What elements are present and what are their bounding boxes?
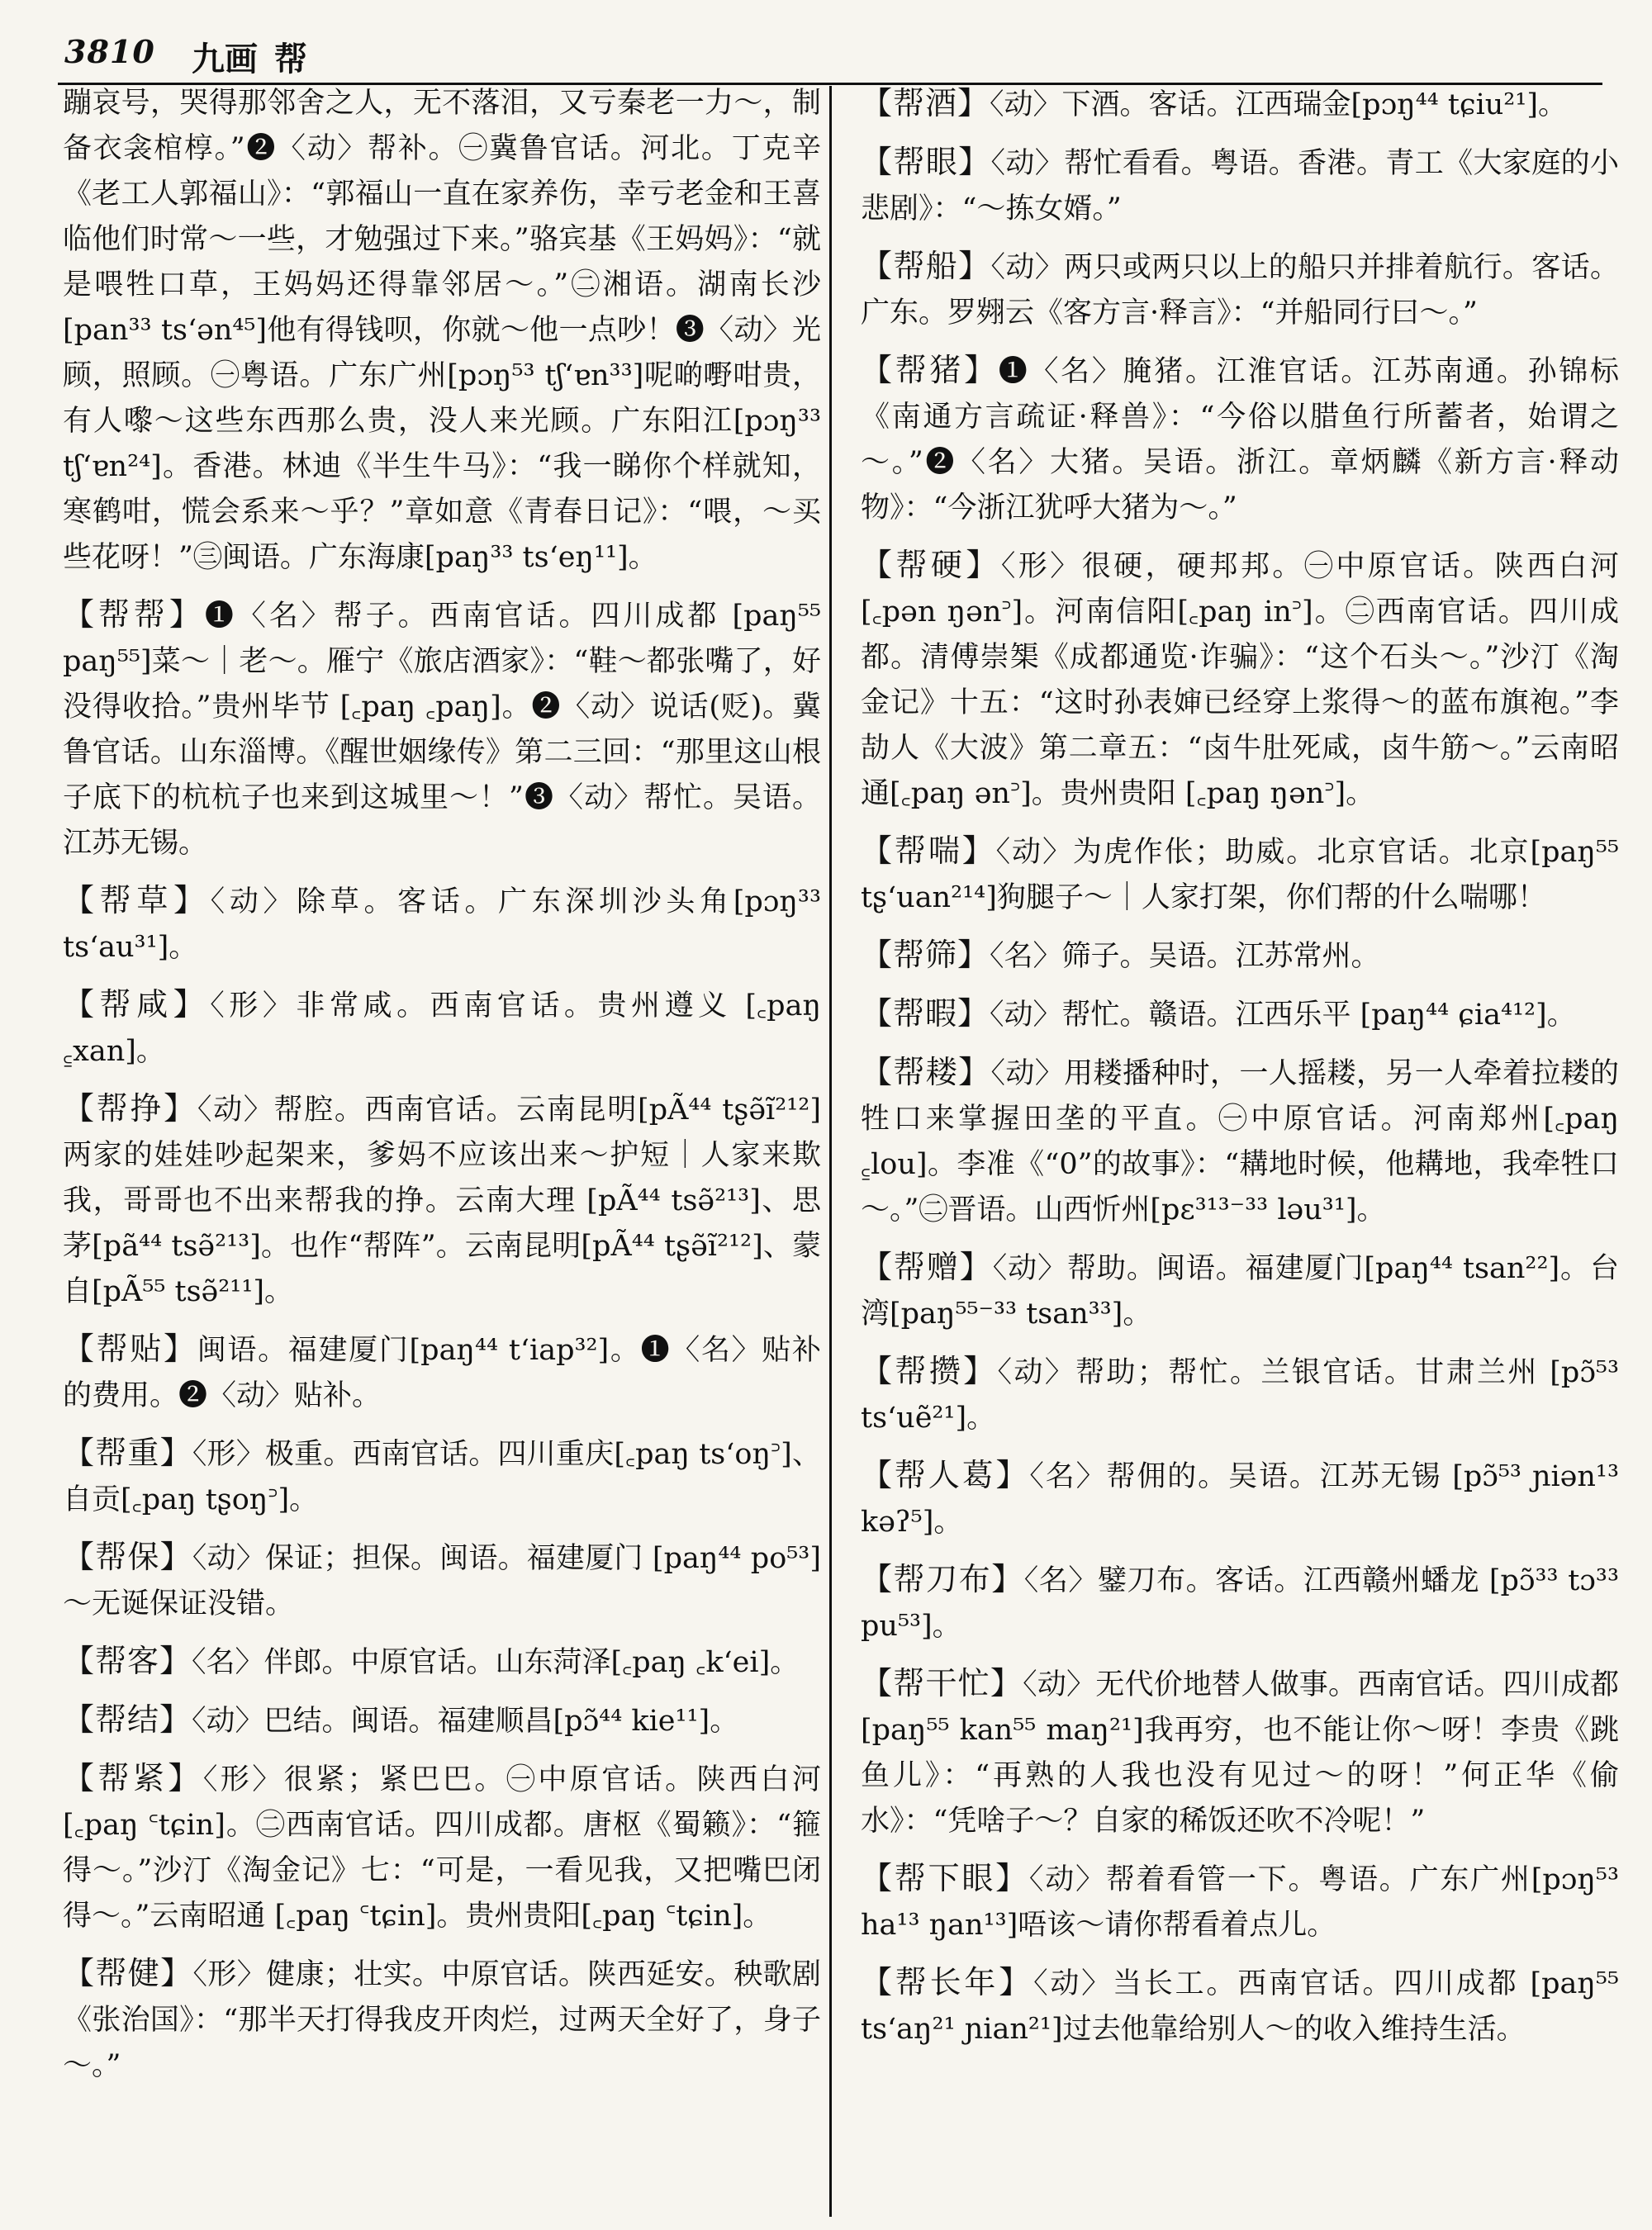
continued-entry-text: 蹦哀号，哭得那邻舍之人，无不落泪，又亏秦老一力～，制备衣衾棺椁。”❷〈动〉帮补。㊀冀鲁官话。河北。丁克辛《老工人郭福山》：“郭福山一直在家养伤，幸亏老金和王喜临他们时常～一些，才勉强过下来。”骆宾基《王妈妈》：“就是喂牲口草，王妈妈还得靠邻居～。”㊁湘语。湖南长沙[pan³³ ts‘ən⁴⁵]他有得钱呗，你就～他一点吵！❸〈动〉光顾，照顾。㊀粤语。广东广州[pɔŋ⁵³ tʃ‘ɐn³³]呢啲嘢咁贵，有人嚟～这些东西那么贵，没人来光顾。广东阳江[pɔŋ³³ tʃ‘ɐn²⁴]。香港。林迪《半生牛马》：“我一睇你个样就知，寒鹤咁，慌会系来～乎？”章如意《青春日记》：“喂，～买些花呀！”㊂闽语。广东海康[paŋ³³ ts‘eŋ¹¹]。: [63, 87, 821, 574]
dictionary-entry: [63, 1697, 821, 1744]
page-number: 3810: [64, 33, 155, 70]
entry-definition: 〈形〉健康；壮实。中原官话。陕西延安。秧歌剧《张治国》：“那半天打得我皮开肉烂，过两天全好了，身子～。”: [63, 1958, 821, 2082]
right-column: [861, 81, 1619, 2212]
entry-definition: 〈动〉帮助；帮忙。兰银官话。甘肃兰州 [pɔ̃⁵³ ts‘uẽ²¹]。: [861, 1356, 1619, 1435]
entry-headword: 【帮筛】: [861, 937, 990, 973]
entry-definition: 〈形〉很紧；紧巴巴。㊀中原官话。陕西白河[꜀paŋ ꜂tɕin]。㊁西南官话。四川成都。唐枢《蜀籁》：“箍得～。”沙汀《淘金记》七：“可是，一看见我，又把嘴巴闭得～。”云南昭通 [꜀paŋ ꜂tɕin]。贵州贵阳[꜀paŋ ꜂tɕin]。: [63, 1763, 821, 1933]
entry-headword: 【帮挣】: [63, 1090, 197, 1127]
dictionary-entry: [861, 1349, 1619, 1441]
dictionary-entry: [63, 1951, 821, 2089]
entry-headword: 【帮刀布】: [861, 1561, 1024, 1597]
dictionary-entry: [63, 592, 821, 866]
entry-definition: 〈动〉两只或两只以上的船只并排着航行。客话。广东。罗翙云《客方言·释言》：“并船同行曰～。”: [861, 251, 1619, 330]
entry-definition: 〈动〉当长工。西南官话。四川成都 [paŋ⁵⁵ ts‘aŋ²¹ ɲian²¹]过去他靠给别人～的收入维持生活。: [861, 1967, 1619, 2046]
left-column: [63, 81, 821, 2212]
page-header: [58, 33, 1602, 85]
entry-definition: 闽语。福建厦门[paŋ⁴⁴ t‘iap³²]。❶〈名〉贴补的费用。❷〈动〉贴补。: [63, 1334, 821, 1412]
right-entry-list: [861, 81, 1619, 2052]
entry-headword: 【帮喘】: [861, 833, 996, 869]
dictionary-entry: [861, 932, 1619, 980]
dictionary-entry: [63, 878, 821, 970]
dictionary-entry: [63, 1431, 821, 1523]
dictionary-entry: [63, 1756, 821, 1939]
dictionary-entry: [861, 1960, 1619, 2052]
entry-headword: 【帮贴】: [63, 1331, 197, 1367]
entry-headword: 【帮结】: [63, 1701, 192, 1738]
dictionary-entry: [63, 1535, 821, 1627]
entry-headword: 【帮暇】: [861, 995, 990, 1032]
dictionary-entry: [861, 828, 1619, 921]
header-character: 帮: [274, 40, 307, 78]
entry-headword: 【帮硬】: [861, 547, 1001, 583]
entry-definition: 〈动〉帮忙。赣语。江西乐平 [paŋ⁴⁴ ɕia⁴¹²]。: [990, 999, 1576, 1032]
entry-headword: 【帮下眼】: [861, 1860, 1029, 1896]
entry-definition: 〈动〉除草。客话。广东深圳沙头角[pɔŋ³³ ts‘au³¹]。: [63, 885, 821, 964]
entry-definition: 〈动〉帮助。闽语。福建厦门[paŋ⁴⁴ tsan²²]。台湾[paŋ⁵⁵⁻³³ tsan³³]。: [861, 1252, 1619, 1331]
entry-definition: 〈形〉非常咸。西南官话。贵州遵义 [꜀paŋ ꜁xan]。: [63, 989, 821, 1068]
dictionary-entry: [861, 1557, 1619, 1649]
entry-headword: 【帮紧】: [63, 1760, 203, 1796]
entry-headword: 【帮重】: [63, 1435, 192, 1471]
entry-headword: 【帮猪】: [861, 352, 999, 388]
dictionary-entry: [861, 991, 1619, 1038]
dictionary-entry: [861, 543, 1619, 817]
entry-definition: 〈动〉下酒。客话。江西瑞金[pɔŋ⁴⁴ tɕiu²¹]。: [990, 88, 1568, 121]
entry-headword: 【帮酒】: [861, 85, 990, 121]
entry-definition: 〈名〉帮佣的。吴语。江苏无锡 [pɔ̃⁵³ ɲiən¹³ kəʔ⁵]。: [861, 1460, 1619, 1539]
entry-headword: 【帮人葛】: [861, 1457, 1030, 1493]
dictionary-entry: [861, 1661, 1619, 1844]
entry-headword: 【帮保】: [63, 1539, 192, 1575]
entry-definition: 〈动〉保证；担保。闽语。福建厦门 [paŋ⁴⁴ po⁵³]～无诞保证没错。: [63, 1542, 821, 1620]
dictionary-entry: [861, 1453, 1619, 1545]
entry-definition: 〈动〉帮着看管一下。粤语。广东广州[pɔŋ⁵³ ha¹³ ŋan¹³]唔该～请你帮看着点儿。: [861, 1863, 1619, 1942]
dictionary-entry: [63, 982, 821, 1075]
entry-definition: 〈名〉伴郎。中原官话。山东菏泽[꜀paŋ ꜀k‘ei]。: [192, 1646, 800, 1679]
stroke-count-label: 九画: [192, 40, 258, 78]
dictionary-entry: [861, 81, 1619, 128]
entry-definition: 〈动〉帮腔。西南官话。云南昆明[pÃ⁴⁴ tʂə̃ĩ²¹²]两家的娃娃吵起架来，爹妈不应该出来～护短｜人家来欺我，哥哥也不出来帮我的挣。云南大理 [pÃ⁴⁴ tsə̃²¹³]、思茅[pã⁴⁴ tsə̃²¹³]。也作“帮阵”。云南昆明[pÃ⁴⁴ tʂə̃ĩ²¹²]、蒙自[pÃ⁵⁵ tsə̃²¹¹]。: [63, 1094, 821, 1308]
entry-definition: ❶〈名〉腌猪。江淮官话。江苏南通。孙锦标《南通方言疏证·释兽》：“今俗以腊鱼行所蓄者，始谓之～。”❷〈名〉大猪。吴语。浙江。章炳麟《新方言·释动物》：“今浙江犹呼大猪为～。”: [861, 355, 1619, 524]
entry-headword: 【帮长年】: [861, 1964, 1034, 2000]
entry-definition: 〈名〉鐾刀布。客话。江西赣州蟠龙 [pɔ̃³³ tɔ³³ pu⁵³]。: [861, 1564, 1619, 1643]
entry-definition: 〈动〉帮忙看看。粤语。香港。青工《大家庭的小悲剧》：“～拣女婿。”: [861, 147, 1619, 225]
entry-definition: 〈动〉无代价地替人做事。西南官话。四川成都[paŋ⁵⁵ kan⁵⁵ maŋ²¹]我再穷，也不能让你～呀！李贵《跳鱼儿》：“再熟的人我也没有见过～的呀！”何正华《偷水》：“凭啥子～？自家的稀饭还吹不冷呢！”: [861, 1668, 1619, 1838]
dictionary-entry: [861, 348, 1619, 531]
entry-definition: 〈动〉用耧播种时，一人摇耧，另一人牵着拉耧的牲口来掌握田垄的平直。㊀中原官话。河南郑州[꜀paŋ ꜁lou]。李准《“0”的故事》：“耩地时候，他耩地，我牵牲口～。”㊁晋语。山西忻州[pɛ³¹³⁻³³ ləu³¹]。: [861, 1057, 1619, 1226]
dictionary-entry: [63, 1639, 821, 1686]
entry-definition: 〈动〉巴结。闽语。福建顺昌[pɔ̃⁴⁴ kie¹¹]。: [192, 1705, 739, 1738]
entry-headword: 【帮咸】: [63, 986, 211, 1022]
dictionary-entry: [861, 1245, 1619, 1337]
entry-headword: 【帮眼】: [861, 144, 991, 180]
dictionary-entry: [861, 244, 1619, 336]
left-entry-list: [63, 592, 821, 2089]
entry-headword: 【帮耧】: [861, 1054, 991, 1090]
entry-definition: ❶〈名〉帮子。西南官话。四川成都 [paŋ⁵⁵ paŋ⁵⁵]菜～｜老～。雁宁《旅店酒家》：“鞋～都张嘴了，好没得收拾。”贵州毕节 [꜀paŋ ꜀paŋ]。❷〈动〉说话(贬)。冀鲁官话。山东淄博。《醒世姻缘传》第二三回：“那里这山根子底下的杭杭子也来到这城里～！”❸〈动〉帮忙。吴语。江苏无锡。: [63, 600, 821, 860]
dictionary-entry: [63, 1086, 821, 1315]
entry-headword: 【帮干忙】: [861, 1665, 1023, 1701]
dictionary-entry: [861, 140, 1619, 232]
entry-definition: 〈形〉极重。西南官话。四川重庆[꜀paŋ ts‘oŋ꜄]、自贡[꜀paŋ tʂoŋ꜄]。: [63, 1438, 821, 1516]
dictionary-entry: [861, 1050, 1619, 1233]
entry-headword: 【帮客】: [63, 1643, 192, 1679]
entry-definition: 〈形〉很硬，硬邦邦。㊀中原官话。陕西白河[꜀pən ŋən꜄]。河南信阳[꜀paŋ in꜄]。㊁西南官话。四川成都。清傅崇榘《成都通览·诈骗》：“这个石头～。”沙汀《淘金记》十五：“这时孙表婶已经穿上浆得～的蓝布旗袍。”李劼人《大波》第二章五：“卤牛肚死咸，卤牛筋～。”云南昭通[꜀paŋ ən꜄]。贵州贵阳 [꜀paŋ ŋən꜄]。: [861, 550, 1619, 810]
entry-headword: 【帮健】: [63, 1955, 193, 1991]
column-divider: [829, 86, 832, 2217]
entry-headword: 【帮帮】: [63, 596, 205, 633]
entry-headword: 【帮船】: [861, 248, 991, 284]
entry-headword: 【帮草】: [63, 882, 211, 918]
entry-headword: 【帮赠】: [861, 1249, 993, 1285]
dictionary-entry: [63, 1326, 821, 1419]
entry-definition: 〈动〉为虎作伥；助威。北京官话。北京[paŋ⁵⁵ tʂ‘uan²¹⁴]狗腿子～｜人家打架，你们帮的什么喘哪！: [861, 836, 1619, 914]
entry-definition: 〈名〉筛子。吴语。江苏常州。: [990, 940, 1380, 973]
dictionary-entry: [861, 1856, 1619, 1948]
entry-headword: 【帮攒】: [861, 1353, 998, 1389]
